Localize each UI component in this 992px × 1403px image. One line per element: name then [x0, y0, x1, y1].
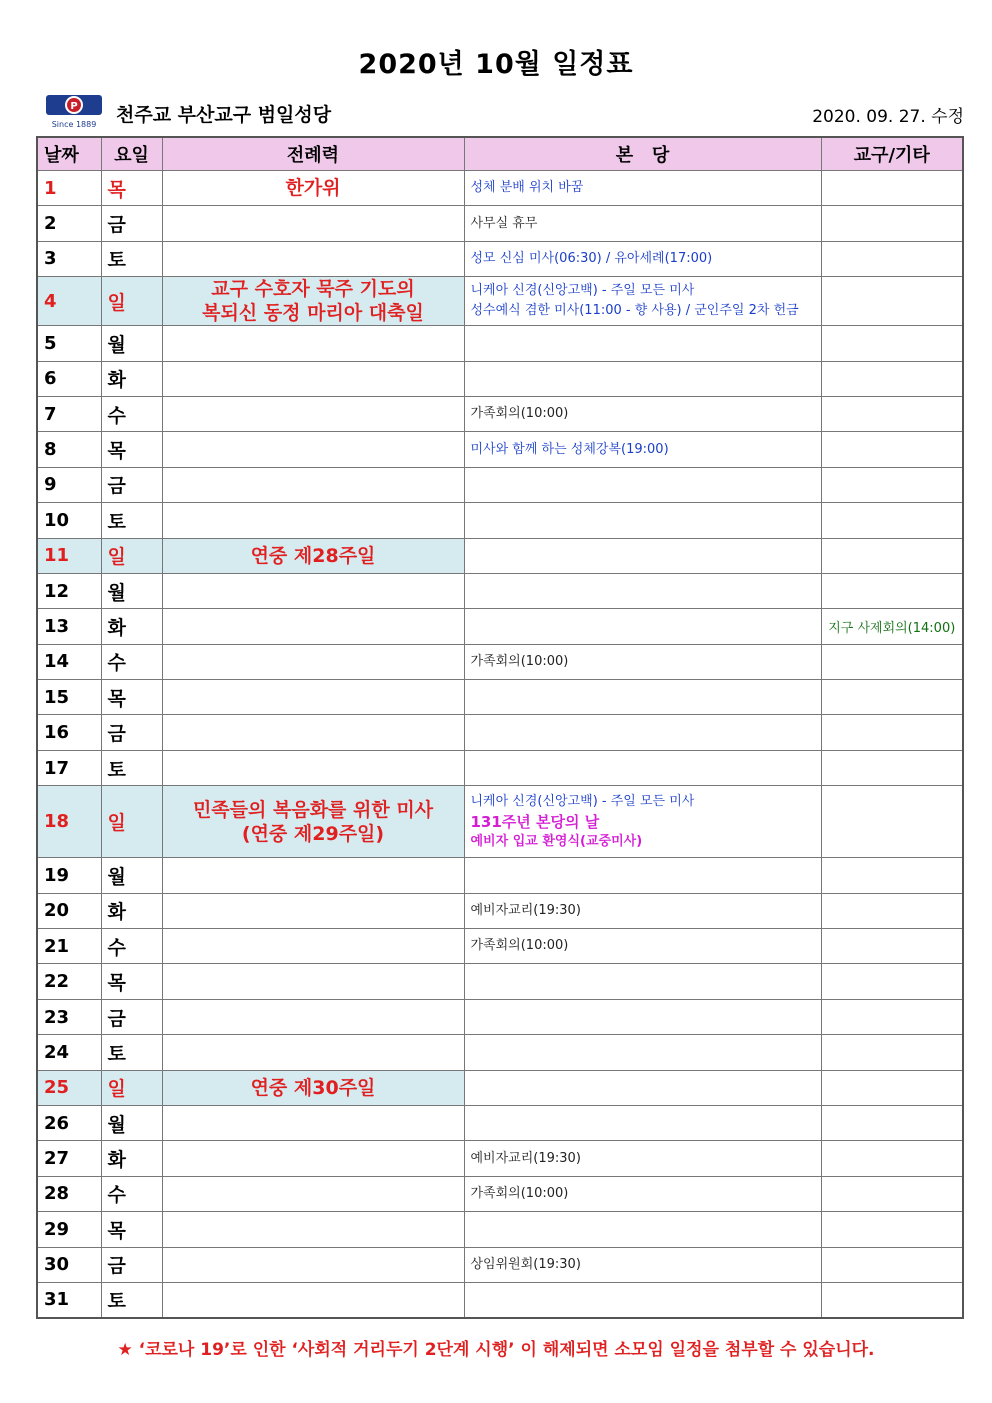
parish-events-cell	[464, 573, 821, 608]
table-row	[37, 1247, 963, 1282]
diocese-events-cell	[821, 277, 963, 326]
parish-events-cell	[464, 964, 821, 999]
day-number: 12	[37, 573, 101, 608]
logo-text: Since 1889	[51, 120, 97, 129]
day-of-week: 일	[101, 786, 162, 858]
parish-events-cell	[464, 680, 821, 715]
day-of-week: 금	[101, 715, 162, 750]
liturgy-cell	[162, 964, 464, 999]
parish-events-cell	[464, 1282, 821, 1317]
day-of-week: 목	[101, 1212, 162, 1247]
day-number: 24	[37, 1035, 101, 1070]
diocese-events-cell	[821, 715, 963, 750]
day-of-week: 수	[101, 1176, 162, 1211]
diocese-events-cell	[821, 241, 963, 276]
diocese-events-cell	[821, 999, 963, 1034]
parish-event: 성모 신심 미사(06:30) / 유아세례(17:00)	[470, 250, 713, 266]
diocese-events-cell	[821, 503, 963, 538]
liturgy-cell	[162, 680, 464, 715]
day-of-week: 월	[101, 1105, 162, 1140]
diocese-events-cell: 지구 사제회의(14:00)	[821, 609, 963, 644]
day-number: 17	[37, 750, 101, 785]
table-row	[37, 1141, 963, 1176]
day-number: 31	[37, 1282, 101, 1317]
diocese-events-cell	[821, 396, 963, 431]
parish-events-cell	[464, 644, 821, 679]
day-of-week: 토	[101, 1035, 162, 1070]
table-row	[37, 858, 963, 893]
diocese-events-cell	[821, 1070, 963, 1105]
table-row	[37, 1070, 963, 1105]
day-number: 8	[37, 432, 101, 467]
diocese-events-cell	[821, 432, 963, 467]
liturgy-cell	[162, 644, 464, 679]
parish-events-cell	[464, 206, 821, 241]
parish-events-cell	[464, 467, 821, 502]
day-of-week: 일	[101, 277, 162, 326]
footnote: ★ ‘코로나 19’로 인한 ‘사회적 거리두기 2단계 시행’ 이 해제되면 소모임 일정을 첨부할 수 있습니다.	[117, 1340, 875, 1360]
diocese-events-cell	[821, 361, 963, 396]
parish-events-cell	[464, 929, 821, 964]
day-number: 28	[37, 1176, 101, 1211]
day-number: 3	[37, 241, 101, 276]
liturgy-cell	[162, 929, 464, 964]
liturgy-cell	[162, 893, 464, 928]
parish-event: 가족회의(10:00)	[470, 406, 569, 422]
parish-events-cell	[464, 858, 821, 893]
table-row	[37, 1035, 963, 1070]
svg-text:P: P	[70, 101, 78, 112]
revision-date: 2020. 09. 27. 수정	[812, 107, 964, 127]
diocese-events-cell	[821, 893, 963, 928]
parish-event: 상임위원회(19:30)	[470, 1256, 581, 1272]
parish-events-cell	[464, 999, 821, 1034]
day-of-week: 일	[101, 538, 162, 573]
parish-event: 니케아 신경(신앙고백) - 주일 모든 미사	[470, 793, 695, 809]
diocese-events-cell	[821, 929, 963, 964]
diocese-events-cell	[821, 538, 963, 573]
parish-events-cell	[464, 1035, 821, 1070]
table-row	[37, 206, 963, 241]
diocese-events-cell	[821, 1105, 963, 1140]
table-row	[37, 964, 963, 999]
table-row	[37, 573, 963, 608]
liturgy-cell	[162, 432, 464, 467]
day-of-week: 목	[101, 171, 162, 206]
liturgy-cell	[162, 1247, 464, 1282]
day-number: 14	[37, 644, 101, 679]
day-number: 2	[37, 206, 101, 241]
parish-events-cell	[464, 1070, 821, 1105]
parish-events-cell	[464, 750, 821, 785]
diocese-events-cell	[821, 326, 963, 361]
day-of-week: 수	[101, 396, 162, 431]
day-number: 18	[37, 786, 101, 858]
table-row	[37, 1105, 963, 1140]
parish-event: 성수예식 겸한 미사(11:00 - 향 사용) / 군인주일 2차 헌금	[470, 303, 799, 319]
table-row	[37, 929, 963, 964]
day-number: 10	[37, 503, 101, 538]
day-of-week: 월	[101, 858, 162, 893]
day-of-week: 목	[101, 680, 162, 715]
parish-event: 예비자교리(19:30)	[470, 902, 581, 918]
diocese-events-cell	[821, 171, 963, 206]
diocese-events-cell	[821, 680, 963, 715]
table-row	[37, 893, 963, 928]
day-of-week: 금	[101, 467, 162, 502]
day-number: 11	[37, 538, 101, 573]
liturgy-cell	[162, 361, 464, 396]
table-row	[37, 432, 963, 467]
liturgy-cell	[162, 858, 464, 893]
liturgy-cell	[162, 1212, 464, 1247]
day-number: 23	[37, 999, 101, 1034]
parish-event: 성체 분배 위치 바꿈	[470, 180, 584, 196]
table-row	[37, 715, 963, 750]
parish-events-cell	[464, 609, 821, 644]
day-number: 26	[37, 1105, 101, 1140]
day-number: 25	[37, 1070, 101, 1105]
table-row	[37, 750, 963, 785]
day-of-week: 일	[101, 1070, 162, 1105]
liturgy-cell: 연중 제28주일	[162, 538, 464, 573]
table-row	[37, 538, 963, 573]
day-of-week: 토	[101, 241, 162, 276]
day-number: 21	[37, 929, 101, 964]
diocese-events-cell	[821, 1247, 963, 1282]
liturgy-cell	[162, 1176, 464, 1211]
parish-events-cell	[464, 396, 821, 431]
header-diocese: 교구/기타	[821, 137, 963, 171]
liturgy-cell	[162, 1282, 464, 1317]
diocese-events-cell	[821, 1176, 963, 1211]
parish-events-cell	[464, 1247, 821, 1282]
liturgy-cell	[162, 715, 464, 750]
day-number: 29	[37, 1212, 101, 1247]
parish-event: 131주년 본당의 날	[470, 812, 600, 831]
subheader	[44, 92, 964, 130]
parish-event: 예비자교리(19:30)	[470, 1150, 581, 1166]
liturgy-cell	[162, 1141, 464, 1176]
table-row	[37, 609, 963, 644]
day-number: 15	[37, 680, 101, 715]
liturgy-cell	[162, 609, 464, 644]
day-number: 5	[37, 326, 101, 361]
table-header-row	[37, 137, 963, 171]
day-of-week: 수	[101, 644, 162, 679]
liturgy-cell: 한가위	[162, 171, 464, 206]
day-of-week: 월	[101, 573, 162, 608]
table-row	[37, 644, 963, 679]
day-number: 13	[37, 609, 101, 644]
table-row	[37, 171, 963, 206]
parish-event: 가족회의(10:00)	[470, 1185, 569, 1201]
table-row	[37, 241, 963, 276]
liturgy-cell	[162, 206, 464, 241]
table-row	[37, 1212, 963, 1247]
day-number: 4	[37, 277, 101, 326]
header-date: 날짜	[37, 137, 101, 171]
parish-event: 니케아 신경(신앙고백) - 주일 모든 미사	[470, 283, 695, 299]
table-row	[37, 1176, 963, 1211]
parish-events-cell	[464, 893, 821, 928]
liturgy-cell	[162, 467, 464, 502]
table-row	[37, 999, 963, 1034]
day-of-week: 토	[101, 503, 162, 538]
parish-events-cell	[464, 432, 821, 467]
diocese-events-cell	[821, 1212, 963, 1247]
parish-event: 예비자 입교 환영식(교중미사)	[470, 833, 643, 849]
table-row	[37, 326, 963, 361]
parish-events-cell	[464, 1176, 821, 1211]
parish-events-cell	[464, 326, 821, 361]
day-number: 7	[37, 396, 101, 431]
liturgy-cell	[162, 503, 464, 538]
parish-logo	[44, 92, 104, 130]
parish-events-cell	[464, 786, 821, 858]
day-number: 20	[37, 893, 101, 928]
parish-event: 사무실 휴무	[470, 215, 538, 231]
diocese-events-cell	[821, 1035, 963, 1070]
parish-events-cell	[464, 1212, 821, 1247]
liturgy-cell: 민족들의 복음화를 위한 미사 (연중 제29주일)	[162, 786, 464, 858]
day-of-week: 목	[101, 964, 162, 999]
parish-events-cell	[464, 361, 821, 396]
parish-events-cell	[464, 715, 821, 750]
diocese-events-cell	[821, 1141, 963, 1176]
parish-event: 가족회의(10:00)	[470, 653, 569, 669]
day-number: 16	[37, 715, 101, 750]
diocese-events-cell	[821, 964, 963, 999]
parish-events-cell	[464, 241, 821, 276]
day-of-week: 토	[101, 750, 162, 785]
table-row	[37, 503, 963, 538]
parish-event: 가족회의(10:00)	[470, 938, 569, 954]
day-of-week: 월	[101, 326, 162, 361]
diocese-events-cell	[821, 644, 963, 679]
liturgy-cell	[162, 241, 464, 276]
diocese-events-cell	[821, 786, 963, 858]
table-row	[37, 1282, 963, 1317]
header-dow: 요일	[101, 137, 162, 171]
parish-events-cell	[464, 503, 821, 538]
diocese-events-cell	[821, 206, 963, 241]
liturgy-cell	[162, 999, 464, 1034]
liturgy-cell	[162, 1105, 464, 1140]
parish-events-cell	[464, 1141, 821, 1176]
diocese-events-cell	[821, 573, 963, 608]
liturgy-cell: 교구 수호자 묵주 기도의 복되신 동정 마리아 대축일	[162, 277, 464, 326]
liturgy-cell	[162, 326, 464, 361]
schedule-table	[36, 136, 964, 1319]
liturgy-cell	[162, 750, 464, 785]
day-of-week: 화	[101, 609, 162, 644]
header-parish: 본 당	[464, 137, 821, 171]
day-number: 22	[37, 964, 101, 999]
parish-events-cell	[464, 538, 821, 573]
day-number: 1	[37, 171, 101, 206]
day-number: 6	[37, 361, 101, 396]
table-row	[37, 277, 963, 326]
liturgy-cell	[162, 573, 464, 608]
day-number: 9	[37, 467, 101, 502]
table-row	[37, 680, 963, 715]
table-row	[37, 786, 963, 858]
day-of-week: 화	[101, 1141, 162, 1176]
day-of-week: 토	[101, 1282, 162, 1317]
diocese-events-cell	[821, 467, 963, 502]
day-of-week: 화	[101, 893, 162, 928]
parish-events-cell	[464, 1105, 821, 1140]
day-of-week: 금	[101, 999, 162, 1034]
liturgy-cell: 연중 제30주일	[162, 1070, 464, 1105]
diocese-events-cell	[821, 1282, 963, 1317]
day-of-week: 화	[101, 361, 162, 396]
parish-events-cell	[464, 277, 821, 326]
day-of-week: 수	[101, 929, 162, 964]
day-of-week: 금	[101, 206, 162, 241]
table-row	[37, 396, 963, 431]
table-row	[37, 467, 963, 502]
parish-event: 미사와 함께 하는 성체강복(19:00)	[470, 441, 669, 457]
parish-name: 천주교 부산교구 범일성당	[116, 104, 332, 126]
day-number: 30	[37, 1247, 101, 1282]
table-row	[37, 361, 963, 396]
page-title: 2020년 10월 일정표	[358, 49, 634, 80]
diocese-events-cell	[821, 750, 963, 785]
diocese-events-cell	[821, 858, 963, 893]
day-of-week: 금	[101, 1247, 162, 1282]
parish-events-cell	[464, 171, 821, 206]
day-of-week: 목	[101, 432, 162, 467]
header-liturgy: 전례력	[162, 137, 464, 171]
day-number: 19	[37, 858, 101, 893]
liturgy-cell	[162, 1035, 464, 1070]
day-number: 27	[37, 1141, 101, 1176]
liturgy-cell	[162, 396, 464, 431]
